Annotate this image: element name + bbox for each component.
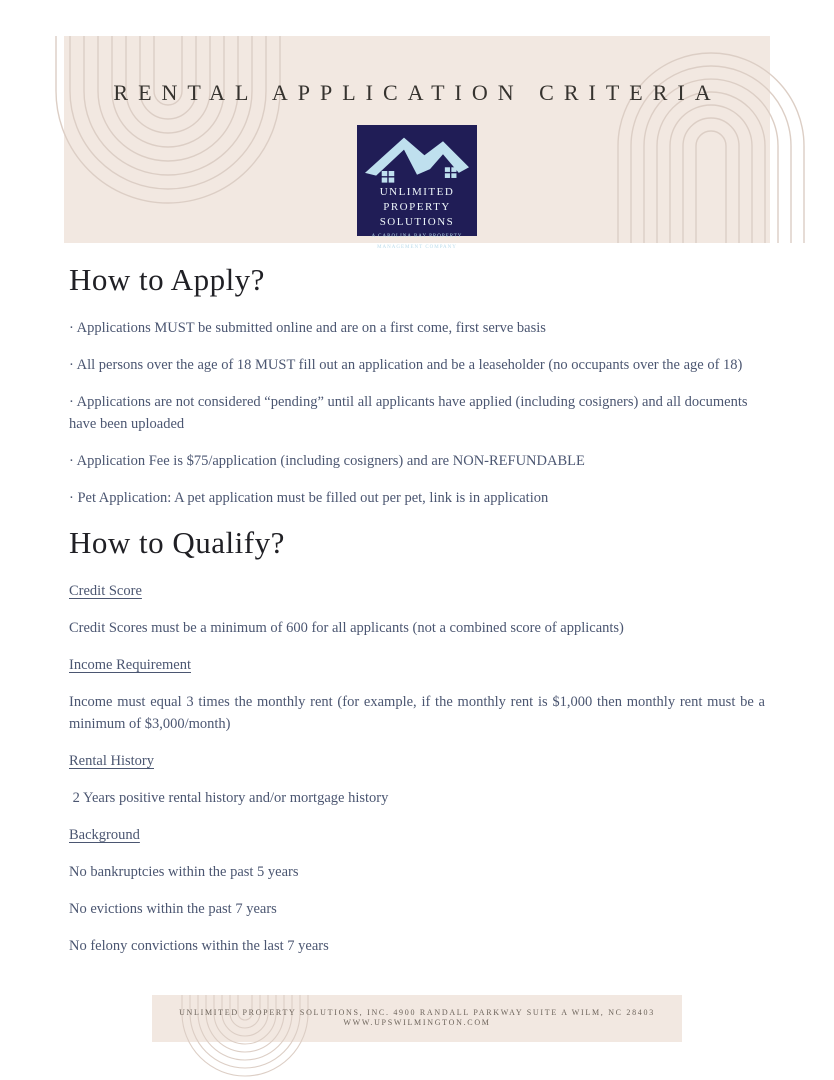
background-item-2: No evictions within the past 7 years [69, 901, 277, 917]
house-roof-icon [361, 132, 473, 184]
apply-bullet-1: · Applications MUST be submitted online and are on a first come, first serve basis [69, 320, 546, 336]
company-logo [357, 125, 477, 250]
apply-bullet-2: · All persons over the age of 18 MUST fill out an application and be a leaseholder (no occupants over the age of 18) [69, 357, 743, 373]
apply-bullet-5: · Pet Application: A pet application must be filled out per pet, link is in application [69, 490, 549, 506]
footer-address: UNLIMITED PROPERTY SOLUTIONS, INC. 4900 RANDALL PARKWAY SUITE A WILM, NC 28403 [179, 1008, 655, 1017]
logo-tagline-line1: A CAROLINA BAY PROPERTY [371, 234, 463, 239]
rental-history-label: Rental History [69, 753, 154, 769]
credit-score-text: Credit Scores must be a minimum of 600 for all applicants (not a combined score of applicants) [69, 620, 624, 636]
footer-website: WWW.UPSWILMINGTON.COM [343, 1018, 491, 1027]
footer-band [152, 995, 682, 1042]
income-requirement-text: Income must equal 3 times the monthly rent (for example, if the monthly rent is $1,000 then monthly rent must be a minimum of $3,000/month) [69, 694, 765, 732]
how-to-apply-heading: How to Apply? [69, 262, 265, 297]
background-item-1: No bankruptcies within the past 5 years [69, 864, 299, 880]
how-to-qualify-heading: How to Qualify? [69, 525, 285, 560]
main-content [69, 243, 765, 957]
logo-name-line1: UNLIMITED [379, 186, 455, 198]
rental-history-text: 2 Years positive rental history and/or mortgage history [69, 790, 389, 806]
background-item-3: No felony convictions within the last 7 years [69, 938, 329, 954]
arch-pattern-bottom-right-icon [616, 36, 816, 243]
logo-name-line2: PROPERTY [383, 201, 451, 213]
apply-bullet-4: · Application Fee is $75/application (including cosigners) and are NON-REFUNDABLE [69, 453, 585, 469]
background-label: Background [69, 827, 140, 843]
arch-pattern-top-left-icon [58, 36, 328, 236]
income-requirement-label: Income Requirement [69, 657, 191, 673]
header-band [64, 36, 770, 250]
apply-bullet-3: · Applications are not considered “pending” until all applicants have applied (including cosigners) and all documents have been uploaded [69, 394, 748, 432]
page-title: RENTAL APPLICATION CRITERIA [113, 80, 721, 105]
logo-name-line3: SOLUTIONS [379, 216, 455, 228]
credit-score-label: Credit Score [69, 583, 142, 599]
logo-tagline-line2: MANAGEMENT COMPANY [377, 245, 457, 250]
